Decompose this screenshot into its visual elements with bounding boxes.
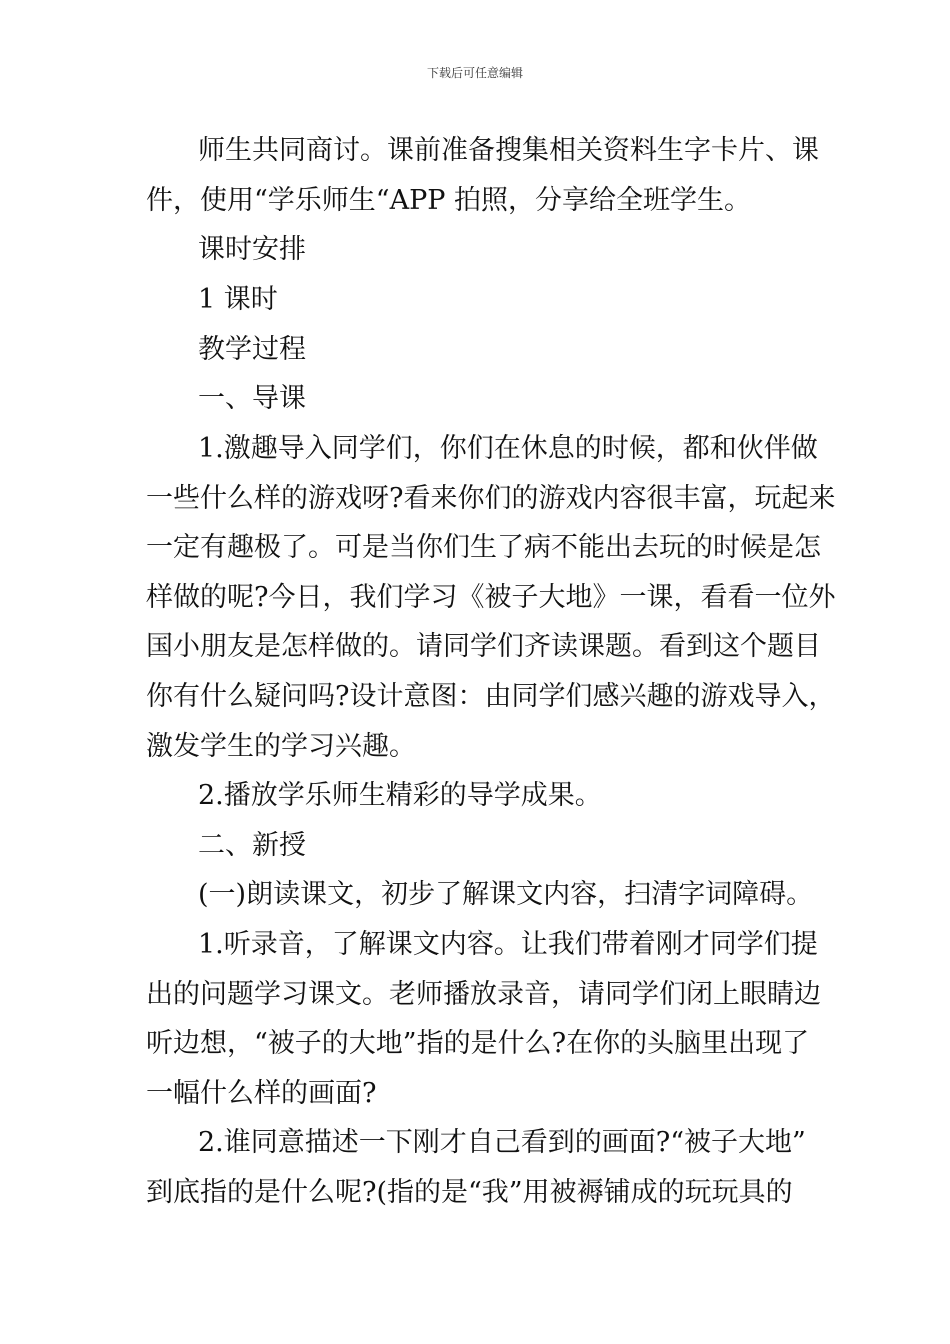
section-heading: 一、导课 — [198, 383, 306, 414]
text-line: 件，使用“学乐师生“APP 拍照，分享给全班学生。 — [146, 185, 752, 216]
text-line: 听边想，“被子的大地”指的是什么?在你的头脑里出现了 — [146, 1028, 810, 1059]
text-line: 1.听录音，了解课文内容。让我们带着刚才同学们提 — [198, 929, 818, 960]
text-line: 出的问题学习课文。老师播放录音，请同学们闭上眼睛边 — [146, 979, 821, 1010]
text-line: 到底指的是什么呢?(指的是“我”用被褥铺成的玩玩具的 — [146, 1177, 793, 1208]
text-line: 一定有趣极了。可是当你们生了病不能出去玩的时候是怎 — [146, 532, 821, 563]
text-line: 2.播放学乐师生精彩的导学成果。 — [198, 780, 602, 811]
text-line: 国小朋友是怎样做的。请同学们齐读课题。看到这个题目 — [146, 631, 821, 662]
text-line: 一些什么样的游戏呀?看来你们的游戏内容很丰富，玩起来 — [146, 483, 836, 514]
text-line: 样做的呢?今日，我们学习《被子大地》一课，看看一位外 — [146, 582, 836, 613]
text-line: 1.激趣导入同学们，你们在休息的时候，都和伙伴做 — [198, 433, 818, 464]
text-line: (一)朗读课文，初步了解课文内容，扫清字词障碍。 — [198, 879, 814, 910]
text-line: 1 课时 — [198, 284, 278, 315]
text-line: 激发学生的学习兴趣。 — [146, 731, 416, 762]
page-header: 下载后可任意编辑 — [426, 66, 523, 80]
section-heading: 教学过程 — [198, 334, 306, 365]
text-line: 一幅什么样的画面? — [146, 1078, 377, 1109]
text-line: 2.谁同意描述一下刚才自己看到的画面?“被子大地” — [198, 1127, 806, 1158]
section-heading: 二、新授 — [198, 830, 306, 861]
section-heading: 课时安排 — [198, 234, 306, 265]
text-line: 你有什么疑问吗?设计意图：由同学们感兴趣的游戏导入， — [146, 681, 836, 712]
text-line: 师生共同商讨。课前准备搜集相关资料生字卡片、课 — [198, 135, 819, 166]
